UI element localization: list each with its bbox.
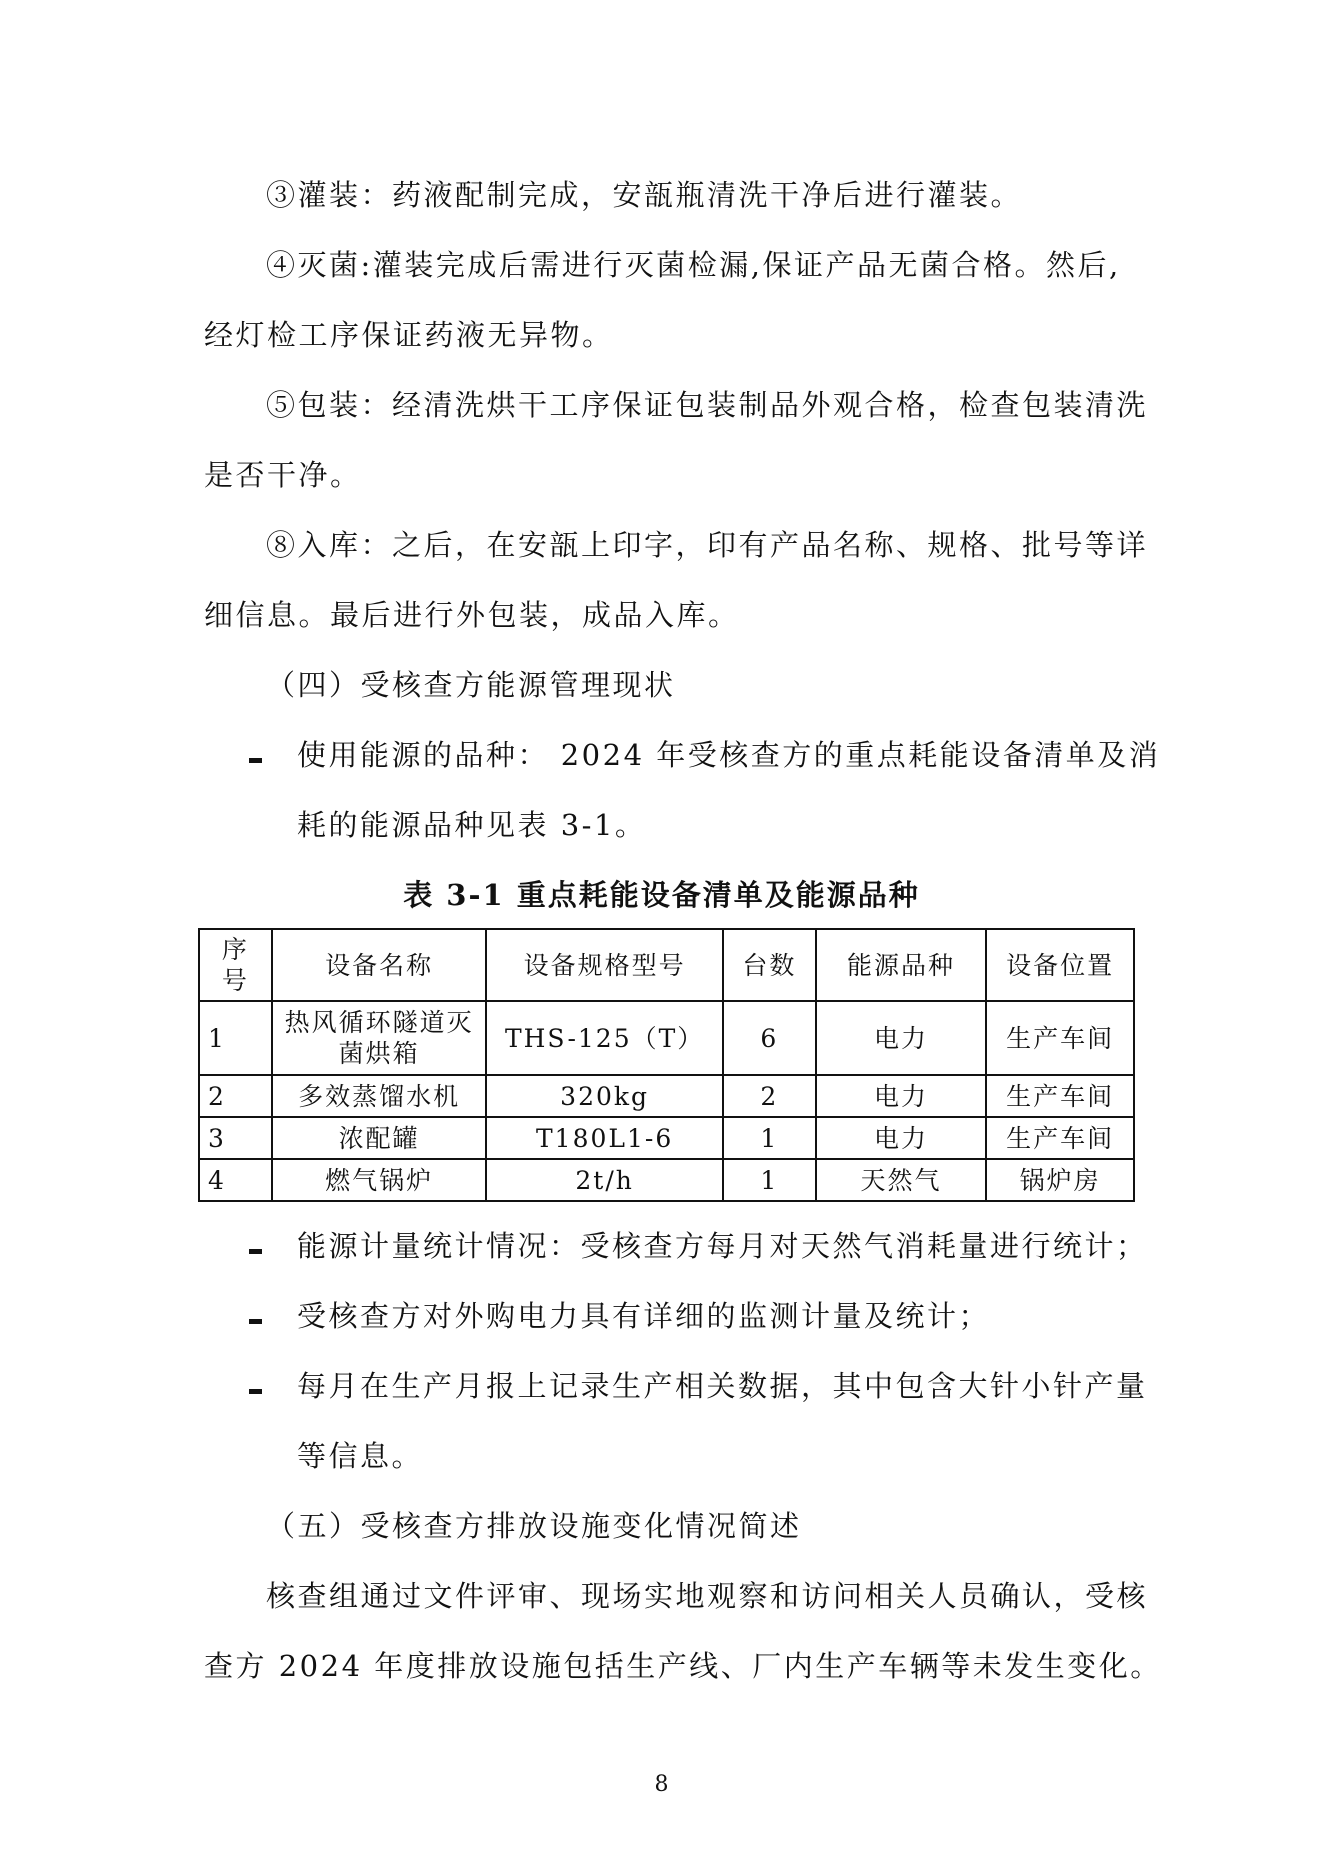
bullet-electricity: 受核查方对外购电力具有详细的监测计量及统计； xyxy=(297,1299,991,1333)
bullet-marker xyxy=(249,1319,262,1324)
cell-name xyxy=(272,1001,486,1075)
cell-count: 1 xyxy=(723,1159,816,1201)
bullet-monthly-report-line1: 每月在生产月报上记录生产相关数据，其中包含大针小针产量 xyxy=(297,1369,1148,1403)
paragraph-verification-line1: 核查组通过文件评审、现场实地观察和访问相关人员确认，受核 xyxy=(266,1579,1149,1613)
cell-model: 320kg xyxy=(486,1075,723,1117)
cell-location: 锅炉房 xyxy=(986,1159,1134,1201)
paragraph-sterilization-line2: 经灯检工序保证药液无异物。 xyxy=(204,318,614,352)
paragraph-storage-line1: ⑧入库：之后，在安瓿上印字，印有产品名称、规格、批号等详 xyxy=(266,528,1149,562)
header-index-line1: 序 xyxy=(221,935,249,964)
section-heading-facility-changes: （五）受核查方排放设施变化情况简述 xyxy=(266,1509,802,1543)
cell-index: 3 xyxy=(199,1117,272,1159)
cell-location: 生产车间 xyxy=(986,1001,1134,1075)
paragraph-filling: ③灌装：药液配制完成，安瓿瓶清洗干净后进行灌装。 xyxy=(266,178,1023,212)
cell-index: 2 xyxy=(199,1075,272,1117)
page-number: 8 xyxy=(654,1772,669,1797)
section-heading-energy-management: （四）受核查方能源管理现状 xyxy=(266,668,676,702)
header-energy: 能源品种 xyxy=(816,929,987,1001)
bullet-energy-types-line1: 使用能源的品种： 2024 年受核查方的重点耗能设备清单及消 xyxy=(297,738,1161,772)
header-index xyxy=(199,929,272,1001)
bullet-metering: 能源计量统计情况：受核查方每月对天然气消耗量进行统计； xyxy=(297,1229,1148,1263)
paragraph-storage-line2: 细信息。最后进行外包装，成品入库。 xyxy=(204,598,740,632)
equipment-table xyxy=(198,928,1135,1202)
cell-name-line2: 菌烘箱 xyxy=(338,1039,420,1068)
cell-location: 生产车间 xyxy=(986,1075,1134,1117)
cell-model: 2t/h xyxy=(486,1159,723,1201)
cell-name-line1: 热风循环隧道灭 xyxy=(284,1008,474,1037)
cell-index: 1 xyxy=(199,1001,272,1075)
table-caption: 表 3-1 重点耗能设备清单及能源品种 xyxy=(403,878,920,912)
cell-count: 2 xyxy=(723,1075,816,1117)
cell-index: 4 xyxy=(199,1159,272,1201)
cell-location: 生产车间 xyxy=(986,1117,1134,1159)
paragraph-verification-line2: 查方 2024 年度排放设施包括生产线、厂内生产车辆等未发生变化。 xyxy=(204,1649,1162,1683)
cell-energy: 电力 xyxy=(816,1001,987,1075)
cell-name: 燃气锅炉 xyxy=(272,1159,486,1201)
cell-energy: 电力 xyxy=(816,1117,987,1159)
bullet-marker xyxy=(249,1389,262,1394)
bullet-monthly-report-line2: 等信息。 xyxy=(297,1439,424,1473)
bullet-marker xyxy=(249,758,262,763)
header-index-line2: 号 xyxy=(221,966,249,995)
table-row xyxy=(199,1117,1134,1159)
cell-name: 浓配罐 xyxy=(272,1117,486,1159)
cell-energy: 电力 xyxy=(816,1075,987,1117)
paragraph-packaging-line1: ⑤包装：经清洗烘干工序保证包装制品外观合格，检查包装清洗 xyxy=(266,388,1149,422)
table-row xyxy=(199,1001,1134,1075)
header-count: 台数 xyxy=(723,929,816,1001)
header-model: 设备规格型号 xyxy=(486,929,723,1001)
cell-model: T180L1-6 xyxy=(486,1117,723,1159)
paragraph-packaging-line2: 是否干净。 xyxy=(204,458,362,492)
cell-count: 6 xyxy=(723,1001,816,1075)
header-name: 设备名称 xyxy=(272,929,486,1001)
cell-count: 1 xyxy=(723,1117,816,1159)
cell-model: THS-125（T） xyxy=(486,1001,723,1075)
table-row xyxy=(199,1159,1134,1201)
table-header-row xyxy=(199,929,1134,1001)
bullet-energy-types-line2: 耗的能源品种见表 3-1。 xyxy=(297,808,647,842)
table-row xyxy=(199,1075,1134,1117)
cell-name: 多效蒸馏水机 xyxy=(272,1075,486,1117)
cell-energy: 天然气 xyxy=(816,1159,987,1201)
header-location: 设备位置 xyxy=(986,929,1134,1001)
paragraph-sterilization-line1: ④灭菌:灌装完成后需进行灭菌检漏,保证产品无菌合格。然后, xyxy=(266,248,1121,282)
bullet-marker xyxy=(249,1249,262,1254)
